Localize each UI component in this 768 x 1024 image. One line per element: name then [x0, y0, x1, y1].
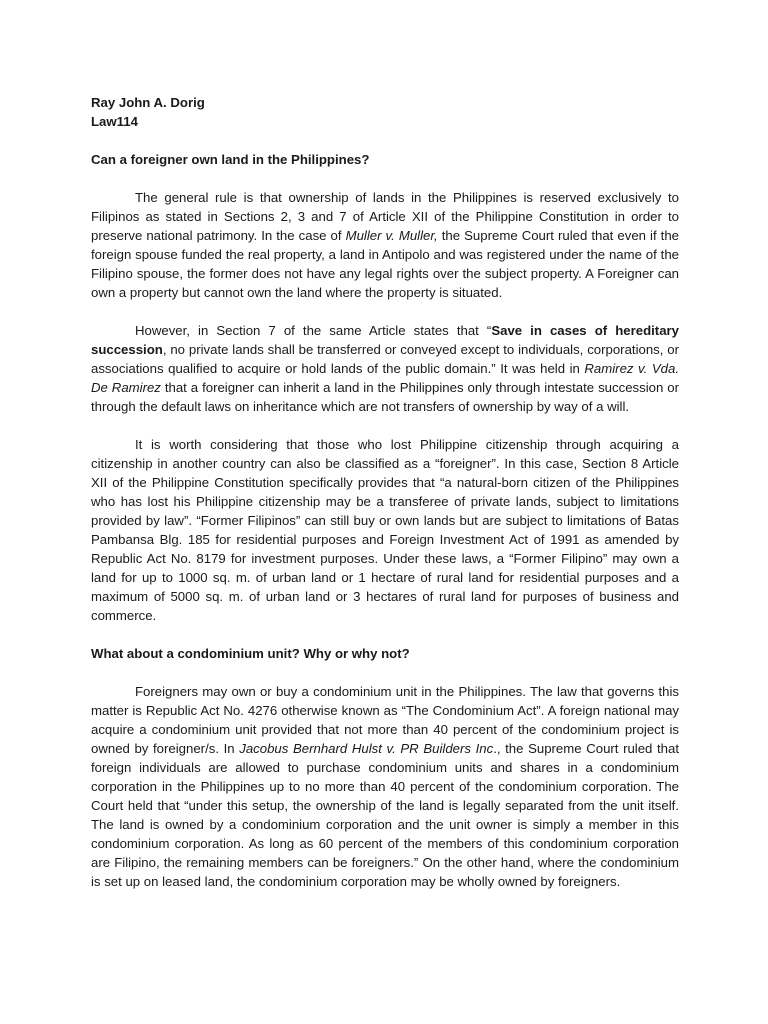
paragraph-general-rule: [91, 188, 679, 302]
text-segment: However, in Section 7 of the same Article states that “: [135, 323, 492, 338]
course-code: Law114: [91, 114, 138, 129]
question-condominium: What about a condominium unit? Why or why not?: [91, 646, 410, 661]
case-citation: Jacobus Bernhard Hulst v. PR Builders Inc: [239, 741, 494, 756]
case-citation: Ramirez v. Vda. De Ramirez: [91, 361, 679, 395]
paragraph-condominium: [91, 682, 679, 891]
text-segment: Foreigners may own or buy a condominium unit in the Philippines. The law that governs this matter is Republic Act No. 4276 otherwise known as “The Condominium Act”. A foreign national may acquire a condominium unit provided that not more than 40 percent of the condominium project is owned by foreigner/s. In: [91, 684, 679, 756]
author-name: Ray John A. Dorig: [91, 95, 205, 110]
text-segment: , no private lands shall be transferred or conveyed except to individuals, corporations, or associations qualified to acquire or hold lands of the public domain.” It was held in: [91, 342, 679, 376]
case-citation: Muller v. Muller,: [345, 228, 438, 243]
bold-quote: Save in cases of hereditary succession: [91, 323, 679, 357]
paragraph-former-filipinos: It is worth considering that those who lost Philippine citizenship through acquiring a citizenship in another country can also be classified as a “foreigner”. In this case, Section 8 Article XII of the Philippine Constitution specifically provides that “a natural-born citizen of the Philippines who has lost his Philippine citizenship may be a transferee of private lands, subject to limitations provided by law”. “Former Filipinos” can still buy or own lands but are subject to limitations of Batas Pambansa Blg. 185 for residential purposes and Foreign Investment Act of 1991 as amended by Republic Act No. 8179 for investment purposes. Under these laws, a “Former Filipino” may own a land for up to 1000 sq. m. of urban land or 1 hectare of rural land for residential purposes and a maximum of 5000 sq. m. of urban land or 3 hectares of rural land for purposes of business and commerce.: [91, 437, 679, 623]
paragraph-hereditary-succession: [91, 321, 679, 416]
document-page: [91, 93, 679, 891]
text-segment: that a foreigner can inherit a land in the Philippines only through intestate succession or through the default laws on inheritance which are not transfers of ownership by way of a will.: [91, 380, 679, 414]
text-segment: The general rule is that ownership of lands in the Philippines is reserved exclusively to Filipinos as stated in Sections 2, 3 and 7 of Article XII of the Philippine Constitution in order to preserve national patrimony. In the case of: [91, 190, 679, 243]
text-segment: ., the Supreme Court ruled that foreign individuals are allowed to purchase condominium units and shares in a condominium corporation in the Philippines up to no more than 40 percent of the condominium corporation. The Court held that “under this setup, the ownership of the land is legally separated from the unit itself. The land is owned by a condominium corporation and the unit owner is simply a member in this condominium corporation. As long as 60 percent of the members of this condominium corporation are Filipino, the remaining members can be foreigners.” On the other hand, where the condominium is set up on leased land, the condominium corporation may be wholly owned by foreigners.: [91, 741, 680, 889]
question-land-ownership: Can a foreigner own land in the Philippines?: [91, 152, 370, 167]
text-segment: the Supreme Court ruled that even if the foreign spouse funded the real property, a land in Antipolo and was registered under the name of the Filipino spouse, the former does not have any legal rights over the subject property. A Foreigner can own a property but cannot own the land where the property is situated.: [91, 228, 680, 300]
